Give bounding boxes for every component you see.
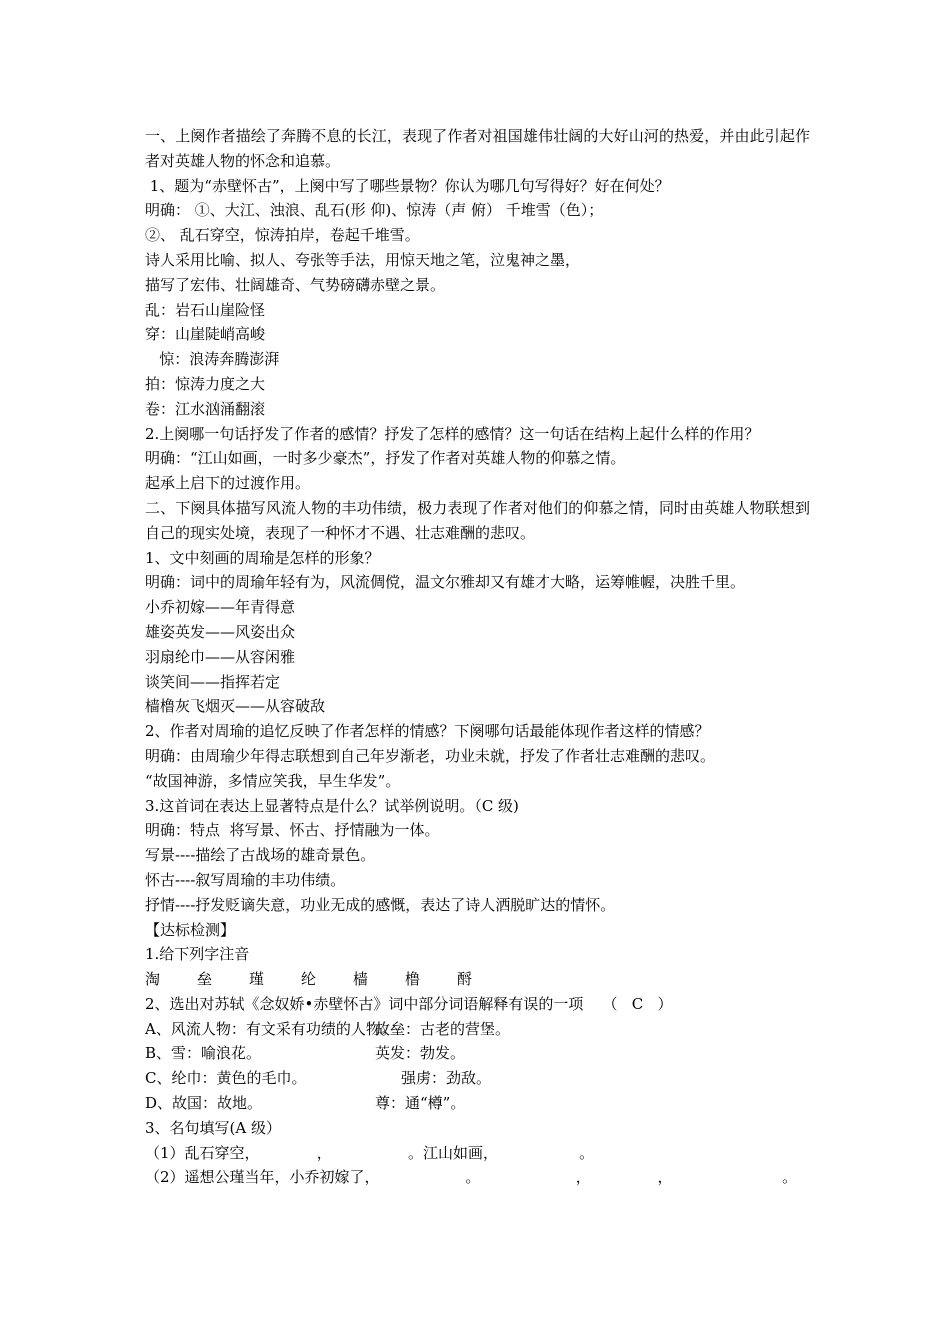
option-a-right: 故垒：古老的营堡。: [375, 1019, 511, 1038]
answer-lower-1: 明确：词中的周瑜年轻有为，风流倜傥，温文尔雅却又有雄才大略，运筹帷幄，决胜千里。: [145, 573, 746, 592]
word-chuan: 穿：山崖陡峭高峻: [145, 325, 266, 344]
question-1: 1、题为“赤壁怀古”，上阕中写了哪些景物？你认为哪几句写得好？好在何处？: [145, 176, 670, 195]
answer-lower-3-d: 抒情----抒发贬谪失意，功业无成的感慨，表达了诗人洒脱旷达的情怀。: [145, 895, 616, 914]
phrase-5: 樯橹灰飞烟灭——从容破敌: [145, 697, 326, 716]
answer-lower-2-b: “故国神游，多情应笑我，早生华发”。: [145, 771, 401, 790]
answer-2-a: 明确：“江山如画，一时多少豪杰”，抒发了作者对英雄人物的仰慕之情。: [145, 449, 626, 468]
option-c: [145, 1066, 810, 1091]
test-question-3: 3、名句填写(A 级）: [145, 1118, 281, 1137]
option-b-left: B、雪：喻浪花。: [145, 1044, 262, 1063]
question-lower-1: 1、文中刻画的周瑜是怎样的形象？: [145, 548, 380, 567]
option-d-left: D、故国：故地。: [145, 1094, 263, 1113]
section-test-heading: 【达标检测】: [145, 920, 236, 939]
option-c-right: 强虏：劲敌。: [401, 1069, 492, 1088]
fill-line-1: （1）乱石穿空， ， 。江山如画， 。: [145, 1143, 595, 1162]
pinyin-char: 垒: [197, 970, 213, 989]
answer-1-b: ②、 乱石穿空，惊涛拍岸，卷起千堆雪。: [145, 226, 420, 245]
answer-1-d: 描写了宏伟、壮阔雄奇、气势磅礴赤壁之景。: [145, 275, 446, 294]
phrase-3: 羽扇纶巾——从容闲雅: [145, 647, 296, 666]
paragraph-intro-lower: 二、下阕具体描写风流人物的丰功伟绩，极力表现了作者对他们的仰慕之情，同时由英雄人物联想到自己的现实处境，表现了一种怀才不遇、壮志难酬的悲叹。: [145, 498, 810, 542]
word-juan: 卷：江水汹涌翻滚: [145, 399, 266, 418]
pinyin-char: 橹: [405, 970, 421, 989]
phrase-2: 雄姿英发——风姿出众: [145, 622, 296, 641]
fill-line-2: （2）遥想公瑾当年，小乔初嫁了， 。 ， ， 。: [145, 1168, 798, 1187]
option-a-left: A、风流人物：有文采有功绩的人物。: [145, 1019, 396, 1038]
pinyin-char: 樯: [353, 970, 369, 989]
option-b-right: 英发：勃发。: [375, 1044, 466, 1063]
question-lower-3: 3.这首词在表达上显著特点是什么？试举例说明。（C 级): [145, 796, 519, 815]
pinyin-char: 瑾: [249, 970, 265, 989]
answer-lower-2-a: 明确：由周瑜少年得志联想到自己年岁渐老，功业未就，抒发了作者壮志难酬的悲叹。: [145, 746, 716, 765]
option-b: [145, 1041, 810, 1066]
pinyin-char: 淘: [145, 970, 161, 989]
pinyin-char-row: [145, 967, 810, 992]
question-lower-2: 2、作者对周瑜的追忆反映了作者怎样的情感？下阕哪句话最能体现作者这样的情感？: [145, 722, 710, 741]
answer-lower-3-b: 写景----描绘了古战场的雄奇景色。: [145, 846, 376, 865]
pinyin-char: 纶: [301, 970, 317, 989]
test-question-1: 1.给下列字注音: [145, 945, 250, 964]
answer-1-c: 诗人采用比喻、拟人、夸张等手法，用惊天地之笔，泣鬼神之墨，: [145, 250, 581, 269]
word-jing: 惊：浪涛奔腾澎湃: [145, 350, 280, 369]
option-c-left: C、纶巾：黄色的毛巾。: [145, 1069, 307, 1088]
phrase-1: 小乔初嫁——年青得意: [145, 598, 296, 617]
option-d: [145, 1091, 810, 1116]
option-d-right: 尊：通“樽”。: [375, 1094, 466, 1113]
paragraph-intro-upper: 一、上阕作者描绘了奔腾不息的长江，表现了作者对祖国雄伟壮阔的大好山河的热爱，并由此引起作者对英雄人物的怀念和追慕。: [145, 127, 810, 170]
answer-2-b: 起承上启下的过渡作用。: [145, 474, 311, 493]
word-luan: 乱：岩石山崖险怪: [145, 300, 266, 319]
phrase-4: 谈笑间——指挥若定: [145, 672, 281, 691]
pinyin-char: 酹: [457, 970, 473, 989]
document-page: [145, 124, 810, 1190]
answer-lower-3-c: 怀古----叙写周瑜的丰功伟绩。: [145, 870, 346, 889]
word-pai: 拍：惊涛力度之大: [145, 374, 266, 393]
answer-lower-3-a: 明确：特点 将写景、怀古、抒情融为一体。: [145, 821, 440, 840]
answer-1-a: 明确： ①、大江、浊浪、乱石(形 仰)、惊涛（声 俯） 千堆雪（色）；: [145, 201, 604, 220]
test-question-2: 2、选出对苏轼《念奴娇•赤壁怀古》词中部分词语解释有误的一项 （ C ）: [145, 994, 673, 1013]
option-a: [145, 1017, 810, 1042]
question-2: 2.上阕哪一句话抒发了作者的感情？抒发了怎样的感情？这一句话在结构上起什么样的作用？: [145, 424, 760, 443]
